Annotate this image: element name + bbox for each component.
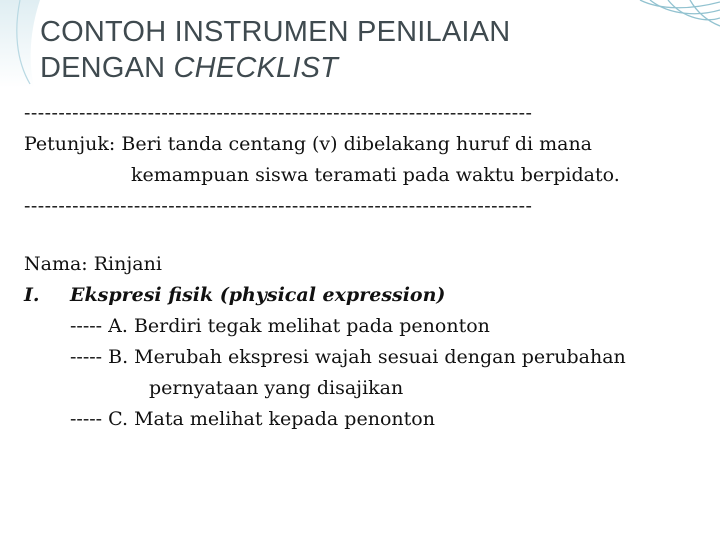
checklist-item-a: ----- A. Berdiri tegak melihat pada penonton xyxy=(70,315,490,337)
instruction-line-1: Petunjuk: Beri tanda centang (v) dibelakang huruf di mana xyxy=(24,133,593,155)
title-line-2-italic: CHECKLIST xyxy=(173,52,339,84)
checklist-item-b-continuation: pernyataan yang disajikan xyxy=(149,377,404,399)
left-accent-wave xyxy=(0,0,40,88)
title-line-2-prefix: DENGAN xyxy=(40,52,174,84)
section-heading xyxy=(24,280,704,311)
section-title: Ekspresi fisik (physical expression) xyxy=(70,284,446,306)
spacer xyxy=(24,222,704,249)
slide-title xyxy=(40,14,510,86)
section-number: I. xyxy=(24,284,40,306)
checklist-item-c: ----- C. Mata melihat kepada penonton xyxy=(70,408,435,430)
title-line-1: CONTOH INSTRUMEN PENILAIAN xyxy=(40,16,511,48)
divider-bottom: -------------------------------------------------------------------------- xyxy=(24,195,533,217)
checklist-item-b: ----- B. Merubah ekspresi wajah sesuai dengan perubahan xyxy=(70,346,626,368)
divider-top: -------------------------------------------------------------------------- xyxy=(24,102,533,124)
instruction-line-2: kemampuan siswa teramati pada waktu berpidato. xyxy=(131,164,620,186)
corner-swirl-icon xyxy=(640,0,720,26)
student-name: Nama: Rinjani xyxy=(24,253,162,275)
title-line-2 xyxy=(40,50,510,86)
slide-body xyxy=(24,98,704,435)
